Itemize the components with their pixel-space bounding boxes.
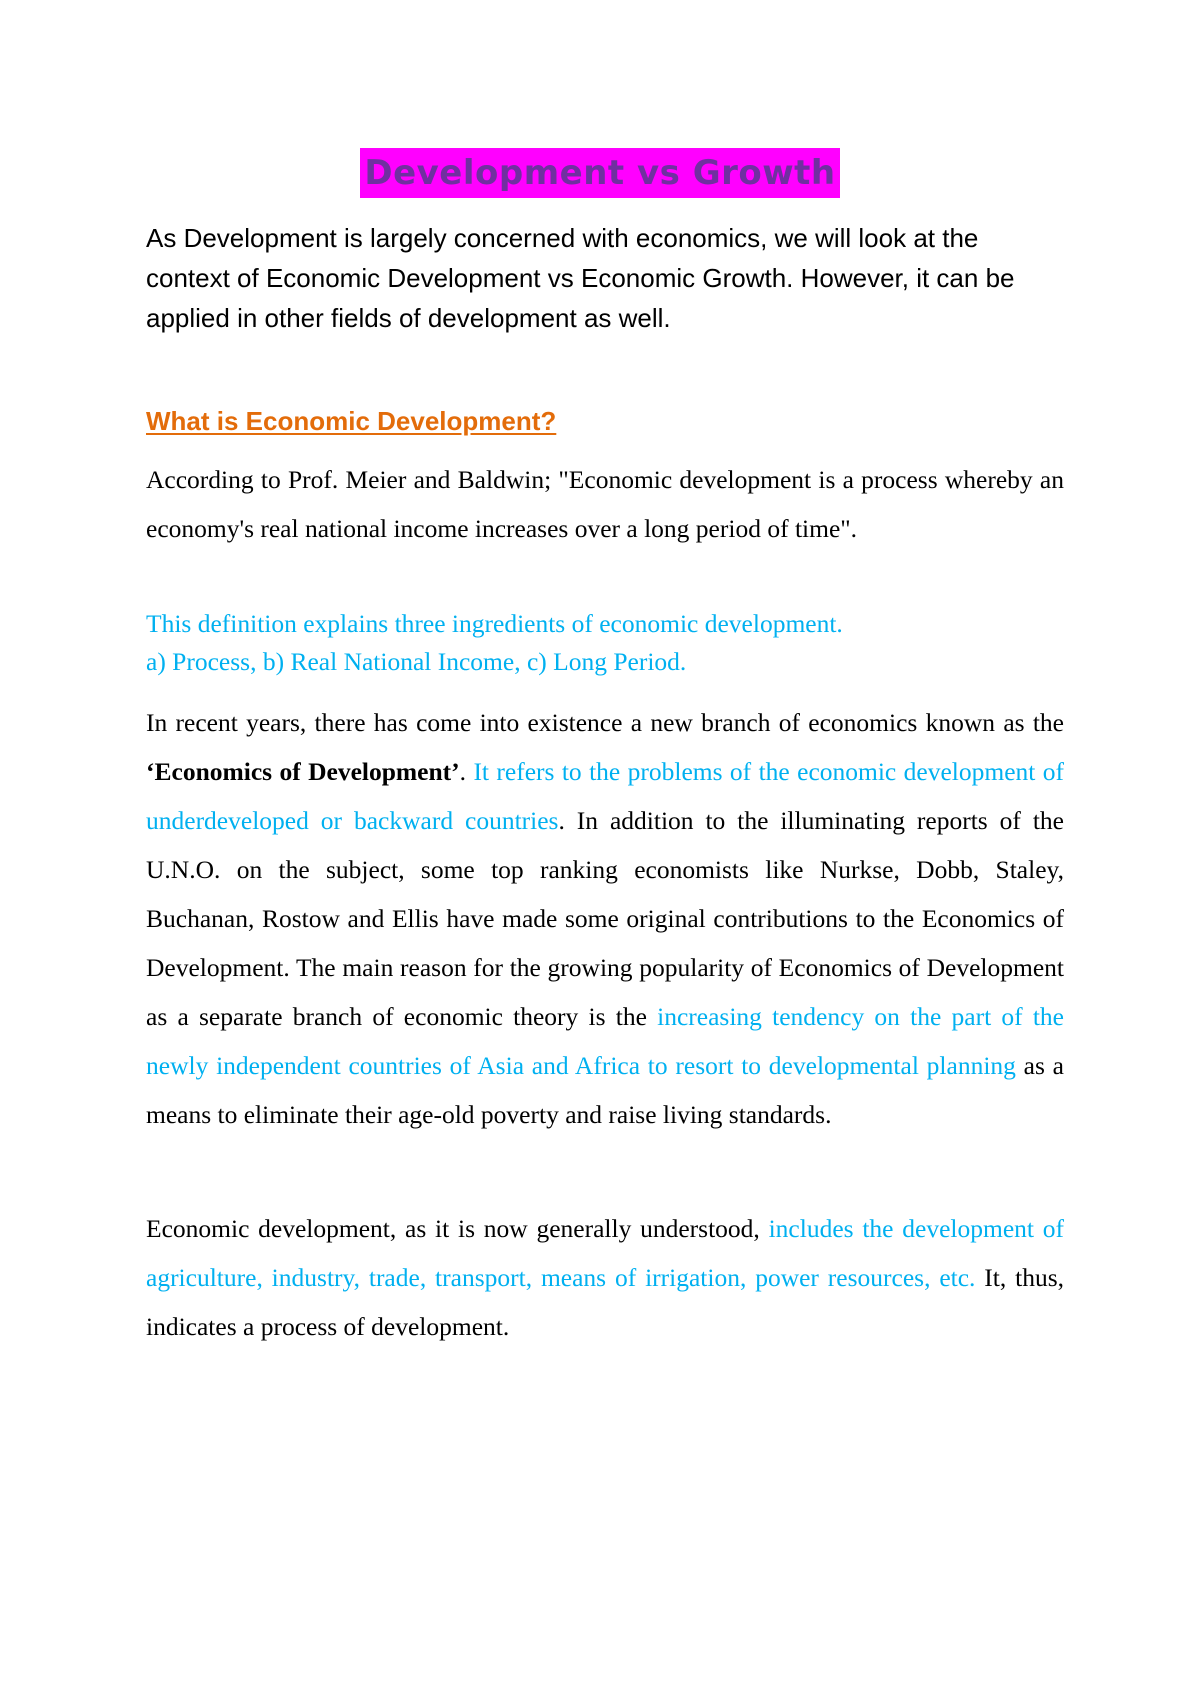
ingredients-line-1: This definition explains three ingredients of economic development.: [146, 609, 843, 638]
definition-paragraph: According to Prof. Meier and Baldwin; "Economic development is a process whereby an economy's real national income increases over a long period of time".: [146, 465, 1064, 543]
ingredients-paragraph: [146, 605, 1064, 681]
economics-of-development-term: ‘Economics of Development’: [146, 757, 460, 786]
recent-years-paragraph: [146, 698, 1064, 1139]
recent-text-4: as a means to eliminate their age-old poverty and raise living standards.: [146, 1051, 1064, 1129]
general-paragraph: [146, 1204, 1064, 1351]
recent-highlight-2: increasing tendency on the part of the newly independent countries of Asia and Africa to resort to developmental planning: [146, 1002, 1064, 1080]
intro-paragraph: As Development is largely concerned with economics, we will look at the context of Economic Development vs Economic Growth. However, it can be applied in other fields of development as well.: [146, 223, 1015, 333]
title-container: [0, 148, 1200, 198]
recent-text-2: .: [459, 757, 474, 786]
recent-highlight-1: It refers to the problems of the economic development of underdeveloped or backward countries: [146, 757, 1064, 835]
section-heading: What is Economic Development?: [146, 406, 557, 436]
general-text-1: Economic development, as it is now generally understood,: [146, 1214, 769, 1243]
general-text-2: It, thus, indicates a process of development.: [146, 1263, 1064, 1341]
general-highlight: includes the development of agriculture, industry, trade, transport, means of irrigation, power resources, etc.: [146, 1214, 1064, 1292]
ingredients-line-2: a) Process, b) Real National Income, c) Long Period.: [146, 647, 687, 676]
document-title: Development vs Growth: [360, 148, 839, 198]
recent-text-3: . In addition to the illuminating reports of the U.N.O. on the subject, some top ranking economists like Nurkse, Dobb, Staley, Buchanan, Rostow and Ellis have made some original contributions to the Economics of Development. The main reason for the growing popularity of Economics of Development as a separate branch of economic theory is the: [146, 806, 1064, 1031]
recent-text-1: In recent years, there has come into existence a new branch of economics known as the: [146, 708, 1064, 737]
